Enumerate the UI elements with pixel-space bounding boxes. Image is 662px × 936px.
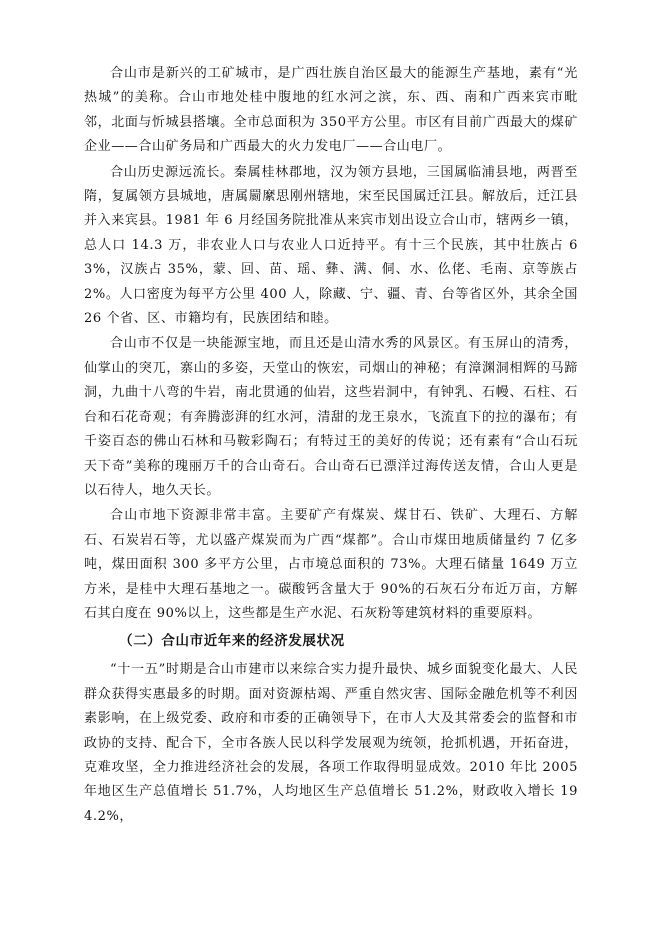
paragraph-scenery: 合山市不仅是一块能源宝地，而且还是山清水秀的风景区。有玉屏山的清秀，仙掌山的突兀，寨山的多姿，天堂山的恢宏，司烟山的神秘；有漳渊洞相辉的马蹄洞，九曲十八弯的牛岩，南北贯通的仙岩，这些岩洞中，有钟乳、石幔、石柱、石台和石花奇观；有奔腾澎湃的红水河，清甜的龙王泉水，飞流直下的拉的瀑布；有千姿百态的佛山石林和马鞍彩陶石；有特过王的美好的传说；还有素有“合山石玩天下奇”美称的瑰丽万千的合山奇石。合山奇石已漂洋过海传送友情，合山人更是以石待人，地久天长。 bbox=[84, 336, 578, 498]
paragraph-city-overview: 合山市是新兴的工矿城市，是广西壮族自治区最大的能源生产基地，素有“光热城”的美称。合山市地处桂中腹地的红水河之滨，东、西、南和广西来宾市毗邻，北面与忻城县搭壤。全市总面积为 350平方公里。市区有目前广西最大的煤矿企业——合山矿务局和广西最大的火力发电厂——合山电厂。 bbox=[84, 66, 578, 155]
paragraph-history: 合山历史源远流长。秦属桂林郡地，汉为领方县地，三国属临浦县地，两晋至隋，复属领方县城地，唐属罽縻思刚州辖地，宋至民国属迁江县。解放后，迁江县并入来宾县。1981 年 6 月经国务院批准从来宾市划出设立合山市，辖两乡一镇，总人口 14.3 万，非农业人口与农业人口近持平。有十三个民族，其中壮族占 63%，汉族占 35%，蒙、回、苗、瑶、彝、满、侗、水、仫佬、毛南、京等族占 2%。人口密度为每平方公里 400 人，除藏、宁、疆、青、台等省区外，其余全国 26 个省、区、市籍均有，民族团结和睦。 bbox=[84, 164, 578, 327]
paragraph-resources: 合山市地下资源非常丰富。主要矿产有煤炭、煤甘石、铁矿、大理石、方解石、石炭岩石等，尤以盛产煤炭而为广西“煤都”。合山市煤田地质储量约 7 亿多吨，煤田面积 300 多平方公里，占市境总面积的 73%。大理石储量 1649 万立方米，是桂中大理石基地之一。碳酸钙含量大于 90%的石灰石分布近万亩，方解石其白度在 90%以上，这些都是生产水泥、石灰粉等建筑材料的重要原料。 bbox=[84, 508, 578, 621]
section-heading-economy: （二）合山市近年来的经济发展状况 bbox=[119, 633, 345, 650]
paragraph-economy: “十一五”时期是合山市建市以来综合实力提升最快、城乡面貌变化最大、人民群众获得实惠最多的时期。面对资源枯竭、严重自然灾害、国际金融危机等不利因素影响，在上级党委、政府和市委的正确领导下，在市人大及其常委会的监督和市政协的支持、配合下，全市各族人民以科学发展观为统领，抢抓机遇，开拓奋进，克难攻坚，全力推进经济社会的发展，各项工作取得明显成效。2010 年比 2005 年地区生产总值增长 51.7%，人均地区生产总值增长 51.2%，财政收入增长 194.2%， bbox=[84, 662, 578, 824]
